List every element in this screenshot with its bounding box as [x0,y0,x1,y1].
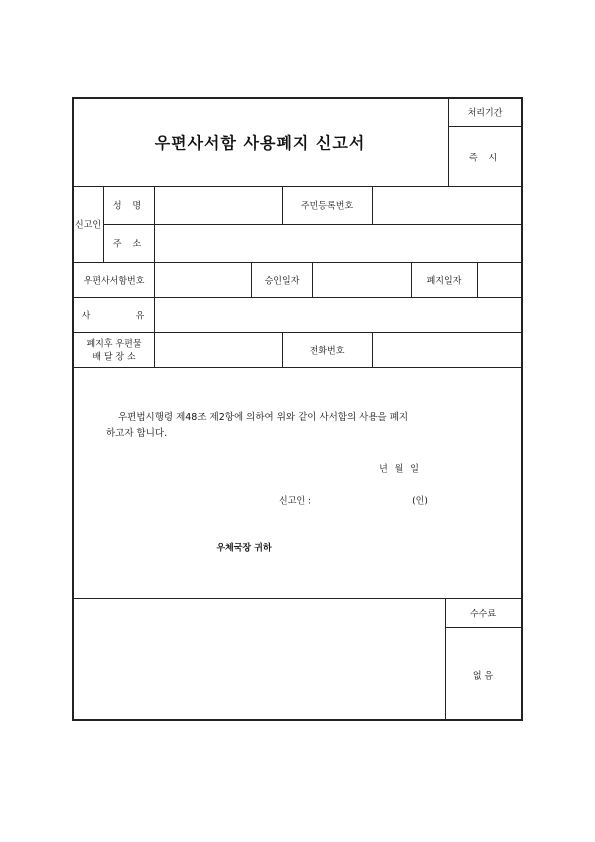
row-line-7 [72,598,523,599]
row-line-2 [103,224,523,225]
name-rrn-divider [282,186,283,224]
pobox-divider-2 [251,262,252,297]
pobox-divider-5 [477,262,478,297]
signature-field[interactable] [316,492,402,508]
row-line-1 [72,186,523,187]
seal-label: (인) [412,496,428,507]
address-label: 주 소 [112,239,146,250]
frame-top [72,97,523,99]
pobox-number-field[interactable] [156,264,250,296]
delivery-divider-3 [372,332,373,367]
rrn-divider [372,186,373,224]
processing-period-value: 즉 시 [468,153,502,164]
delivery-label-1: 폐지후 우편물 [86,339,142,350]
date-line: 년 월 일 [379,464,419,475]
fee-line [445,627,523,628]
row-line-6 [72,367,523,368]
approval-date-field[interactable] [314,264,410,296]
reason-label-1: 사 [81,311,91,322]
closure-date-label: 폐지일자 [426,276,462,287]
row-line-3 [72,262,523,263]
closure-date-field[interactable] [479,264,520,296]
period-divider [448,126,523,127]
name-label: 성 명 [112,201,146,212]
name-field[interactable] [156,188,282,223]
delivery-divider-1 [154,332,155,367]
phone-field[interactable] [374,334,520,366]
fee-divider [445,598,446,720]
approval-date-label: 승인일자 [264,276,300,287]
pobox-number-label: 우편사서함번호 [83,276,145,287]
label-col-divider [154,186,155,262]
reason-divider [154,297,155,332]
statement [106,410,486,442]
rrn-field[interactable] [374,188,520,223]
statement-line-1: 우편법시행령 제48조 제2항에 의하여 위와 같이 사서함의 사용을 폐지 [118,412,409,423]
fee-label: 수수료 [469,609,497,620]
form-title: 우편사서함 사용폐지 신고서 [154,133,366,153]
delivery-label-2: 배 달 장 소 [92,352,136,363]
reason-label-2: 유 [135,311,145,322]
signature-label: 신고인 : [279,496,311,507]
reporter-label: 신고인 [74,220,102,231]
row-line-4 [72,297,523,298]
pobox-divider-3 [312,262,313,297]
delivery-divider-2 [282,332,283,367]
addressee: 우체국장 귀하 [216,543,272,554]
address-field[interactable] [156,226,520,261]
phone-label: 전화번호 [309,346,345,357]
frame-bottom [72,719,523,721]
title-divider [448,97,449,187]
processing-period-label: 처리기간 [467,108,503,119]
frame-left [72,97,74,721]
delivery-field[interactable] [156,334,282,366]
report-form [72,97,523,721]
reason-field[interactable] [156,299,520,331]
pobox-divider-1 [154,262,155,297]
rrn-label: 주민등록번호 [300,201,354,212]
row-line-5 [72,332,523,333]
pobox-divider-4 [411,262,412,297]
fee-value: 없 음 [472,671,494,682]
statement-line-2: 하고자 합니다. [106,428,168,439]
